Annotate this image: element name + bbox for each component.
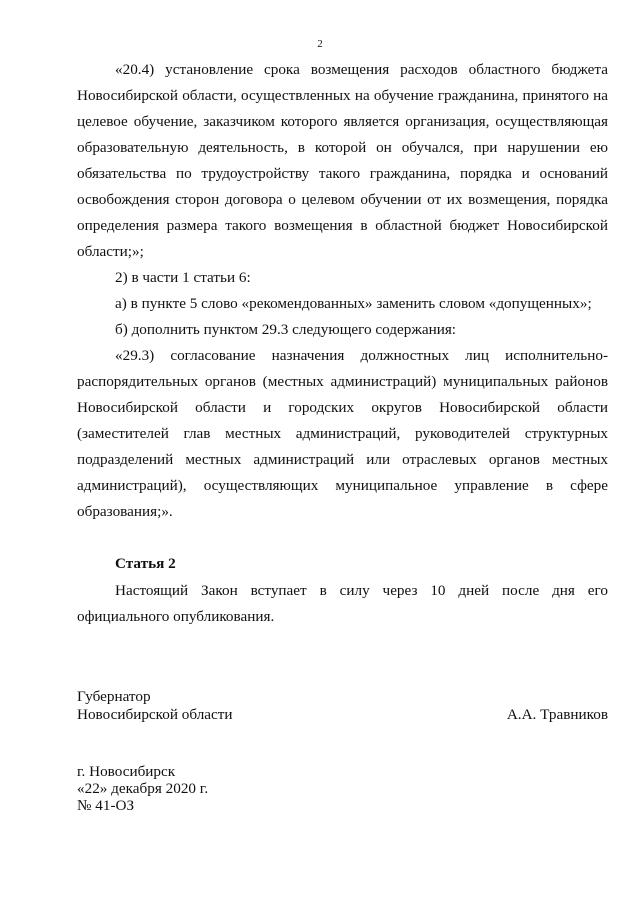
- article-heading: Статья 2: [115, 555, 176, 572]
- paragraph-item-b: б) дополнить пунктом 29.3 следующего содержания:: [115, 321, 457, 338]
- page-number: 2: [317, 38, 323, 50]
- document-footer: [77, 763, 208, 814]
- paragraph-part-1-article-6: 2) в части 1 статьи 6:: [115, 269, 251, 286]
- signature-block: [77, 688, 608, 724]
- paragraph-29-3: «29.3) согласование назначения должностных лиц исполнительно-распорядительных органов (местных администраций) муниципальных районов Новосибирской области и городских округов Новосибирской области (заместителей глав местных администраций, руководителей структурных подразделений местных администраций или отраслевых органов местных администраций), осуществляющих муниципальное управление в сфере образования;».: [77, 347, 608, 520]
- paragraph-20-4: «20.4) установление срока возмещения расходов областного бюджета Новосибирской области, осуществленных на обучение гражданина, принятого на целевое обучение, заказчиком которого является организация, осуществляющая образовательную деятельность, в которой он обучался, при нарушении ею обязательства по трудоустройству такого гражданина, порядка и оснований освобождения сторон договора о целевом обучении от их возмещения, порядка определения размера такого возмещения в областной бюджет Новосибирской области;»;: [77, 61, 608, 260]
- footer-city: г. Новосибирск: [77, 763, 176, 780]
- signatory-name: А.А. Травников: [506, 706, 608, 723]
- footer-law-number: № 41-ОЗ: [77, 797, 135, 814]
- signatory-title: Губернатор: [77, 688, 151, 705]
- signatory-region: Новосибирской области: [77, 706, 233, 723]
- footer-date: «22» декабря 2020 г.: [77, 780, 209, 797]
- article-paragraph: Настоящий Закон вступает в силу через 10 дней после дня его официального опубликования.: [77, 582, 608, 625]
- signature-row: [77, 706, 608, 724]
- amendments-body: [77, 57, 608, 525]
- article-text: [77, 578, 608, 630]
- paragraph-item-a: а) в пункте 5 слово «рекомендованных» заменить словом «допущенных»;: [115, 295, 592, 312]
